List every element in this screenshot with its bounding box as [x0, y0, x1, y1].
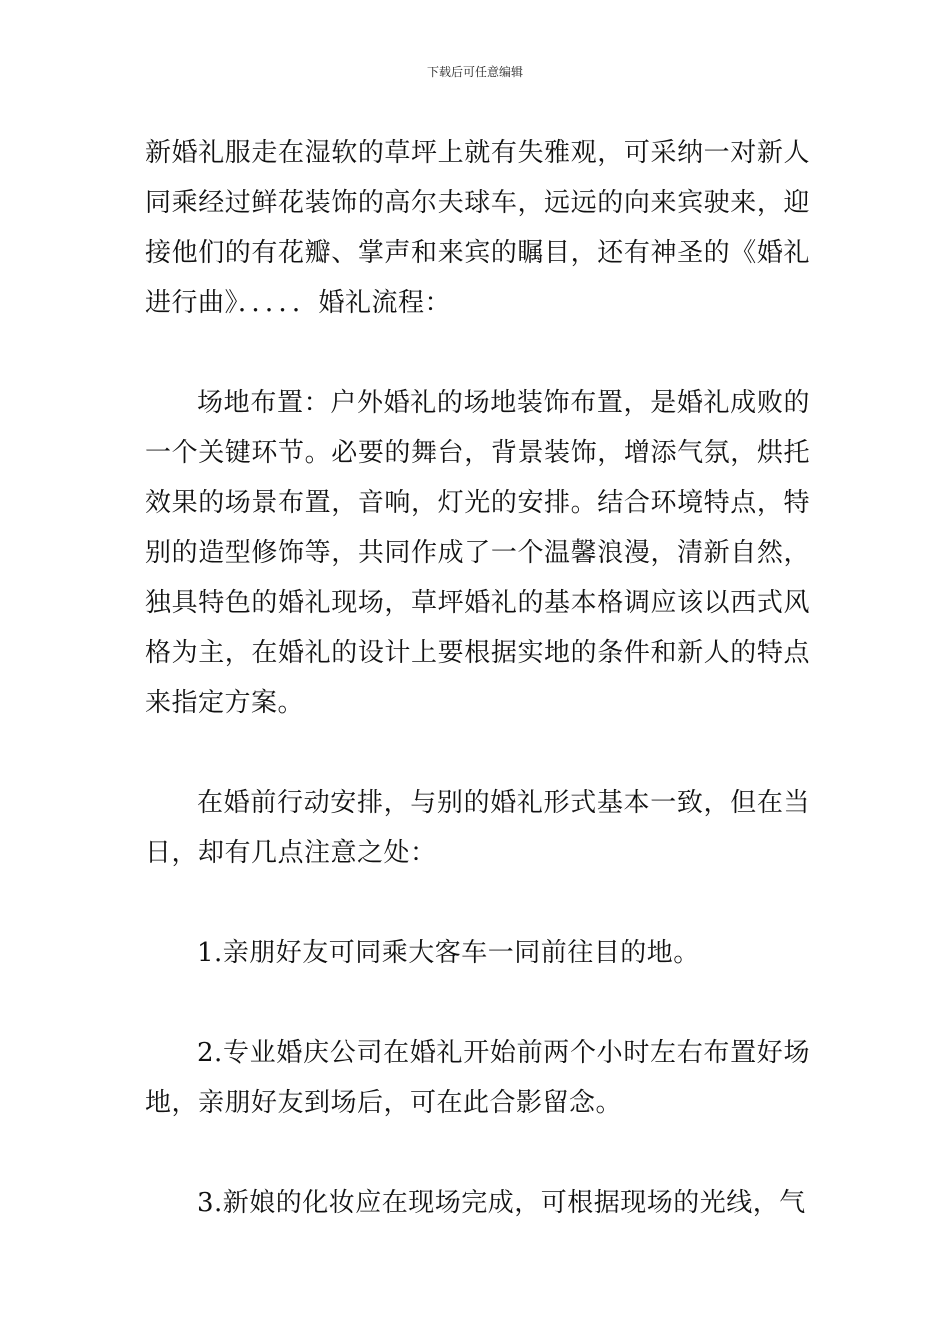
list-item-3: 3.新娘的化妆应在现场完成，可根据现场的光线，气 — [197, 1188, 806, 1218]
list-item-1: 1.亲朋好友可同乘大客车一同前往目的地。 — [197, 938, 700, 968]
document-body — [145, 128, 810, 1228]
list-item-2: 2.专业婚庆公司在婚礼开始前两个小时左右布置好场地，亲朋好友到场后，可在此合影留念。 — [145, 1038, 810, 1118]
page-header: 下载后可任意编辑 — [426, 65, 523, 79]
paragraph-venue-layout: 场地布置：户外婚礼的场地装饰布置，是婚礼成败的一个关键环节。必要的舞台，背景装饰，增添气氛，烘托效果的场景布置，音响，灯光的安排。结合环境特点，特别的造型修饰等，共同作成了一个温馨浪漫，清新自然，独具特色的婚礼现场，草坪婚礼的基本格调应该以西式风格为主，在婚礼的设计上要根据实地的条件和新人的特点来指定方案。 — [145, 388, 810, 718]
paragraph-spacer — [145, 328, 810, 378]
paragraph-spacer — [145, 728, 810, 778]
paragraph-spacer — [145, 878, 810, 928]
paragraph-spacer — [145, 978, 810, 1028]
paragraph-spacer — [145, 1128, 810, 1178]
paragraph-intro: 新婚礼服走在湿软的草坪上就有失雅观，可采纳一对新人同乘经过鲜花装饰的高尔夫球车，远远的向来宾驶来，迎接他们的有花瓣、掌声和来宾的瞩目，还有神圣的《婚礼进行曲》．．．．．婚礼流程： — [145, 138, 810, 318]
paragraph-schedule: 在婚前行动安排，与别的婚礼形式基本一致，但在当日，却有几点注意之处： — [145, 788, 810, 868]
